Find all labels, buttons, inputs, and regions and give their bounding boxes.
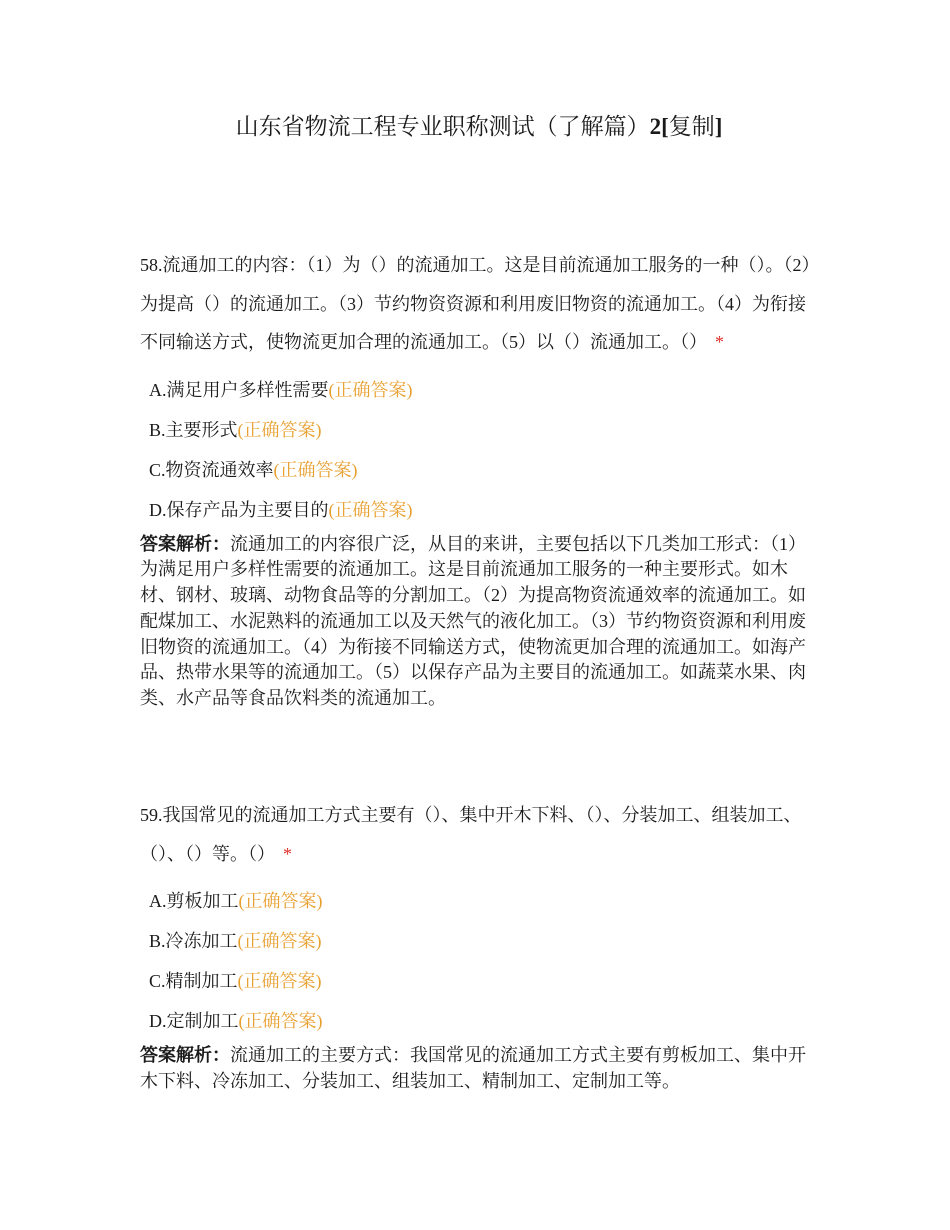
correct-answer-tag: (正确答案) [238,1011,323,1031]
option-d[interactable] [140,1001,816,1041]
required-mark: * [715,332,724,352]
title-close: ] [714,114,723,139]
option-b[interactable] [140,921,816,961]
option-a[interactable] [140,881,816,921]
required-mark: * [283,843,292,864]
question-59 [140,796,816,1095]
option-b[interactable] [140,410,816,450]
correct-answer-tag: (正确答案) [328,499,413,520]
option-a[interactable] [140,370,816,410]
document-title [0,110,950,144]
option-text: B.冷冻加工 [149,931,238,951]
title-main: 山东省物流工程专业职称测试（了解篇） [235,114,650,139]
question-58 [140,246,816,712]
question-stem [140,796,816,873]
option-text: A.剪板加工 [149,891,239,911]
correct-answer-tag: (正确答案) [237,931,322,951]
option-list [140,881,816,1041]
option-text: B.主要形式 [149,419,238,440]
explanation-label: 答案解析： [140,1045,230,1065]
correct-answer-tag: (正确答案) [238,891,323,911]
explanation-text: 流通加工的主要方式：我国常见的流通加工方式主要有剪板加工、集中开木下料、冷冻加工、分装加工、组装加工、精制加工、定制加工等。 [140,1045,806,1091]
answer-explanation [140,532,816,713]
option-d[interactable] [140,490,816,530]
option-c[interactable] [140,450,816,490]
title-end: 复制 [668,114,715,139]
option-text: C.精制加工 [149,971,238,991]
option-text: C.物资流通效率 [149,459,274,480]
option-text: D.保存产品为主要目的 [149,499,329,520]
correct-answer-tag: (正确答案) [328,379,413,400]
question-stem [140,246,816,362]
explanation-label: 答案解析： [140,533,230,554]
option-list [140,370,816,530]
correct-answer-tag: (正确答案) [273,459,358,480]
explanation-text: 流通加工的内容很广泛，从目的来讲，主要包括以下几类加工形式：（1）为满足用户多样性需要的流通加工。这是目前流通加工服务的一种主要形式。如木材、钢材、玻璃、动物食品等的分割加工。（2）为提高物资流通效率的流通加工。如配煤加工、水泥熟料的流通加工以及天然气的液化加工。（3）节约物资资源和利用废旧物资的流通加工。（4）为衔接不同输送方式，使物流更加合理的流通加工。如海产品、热带水果等的流通加工。（5）以保存产品为主要目的流通加工。如蔬菜水果、肉类、水产品等食品饮料类的流通加工。 [140,533,806,709]
question-stem-text: 59.我国常见的流通加工方式主要有（）、集中开木下料、（）、分装加工、组装加工、（）、（）等。（） [140,805,802,864]
correct-answer-tag: (正确答案) [237,971,322,991]
question-stem-text: 58.流通加工的内容：（1）为（）的流通加工。这是目前流通加工服务的一种（）。（2）为提高（）的流通加工。（3）节约物资资源和利用废旧物资的流通加工。（4）为衔接不同输送方式，使物流更加合理的流通加工。（5）以（）流通加工。（） [140,255,811,352]
answer-explanation [140,1043,816,1095]
correct-answer-tag: (正确答案) [237,419,322,440]
option-c[interactable] [140,961,816,1001]
option-text: D.定制加工 [149,1011,239,1031]
title-suffix: 2[ [649,114,669,139]
option-text: A.满足用户多样性需要 [149,379,329,400]
